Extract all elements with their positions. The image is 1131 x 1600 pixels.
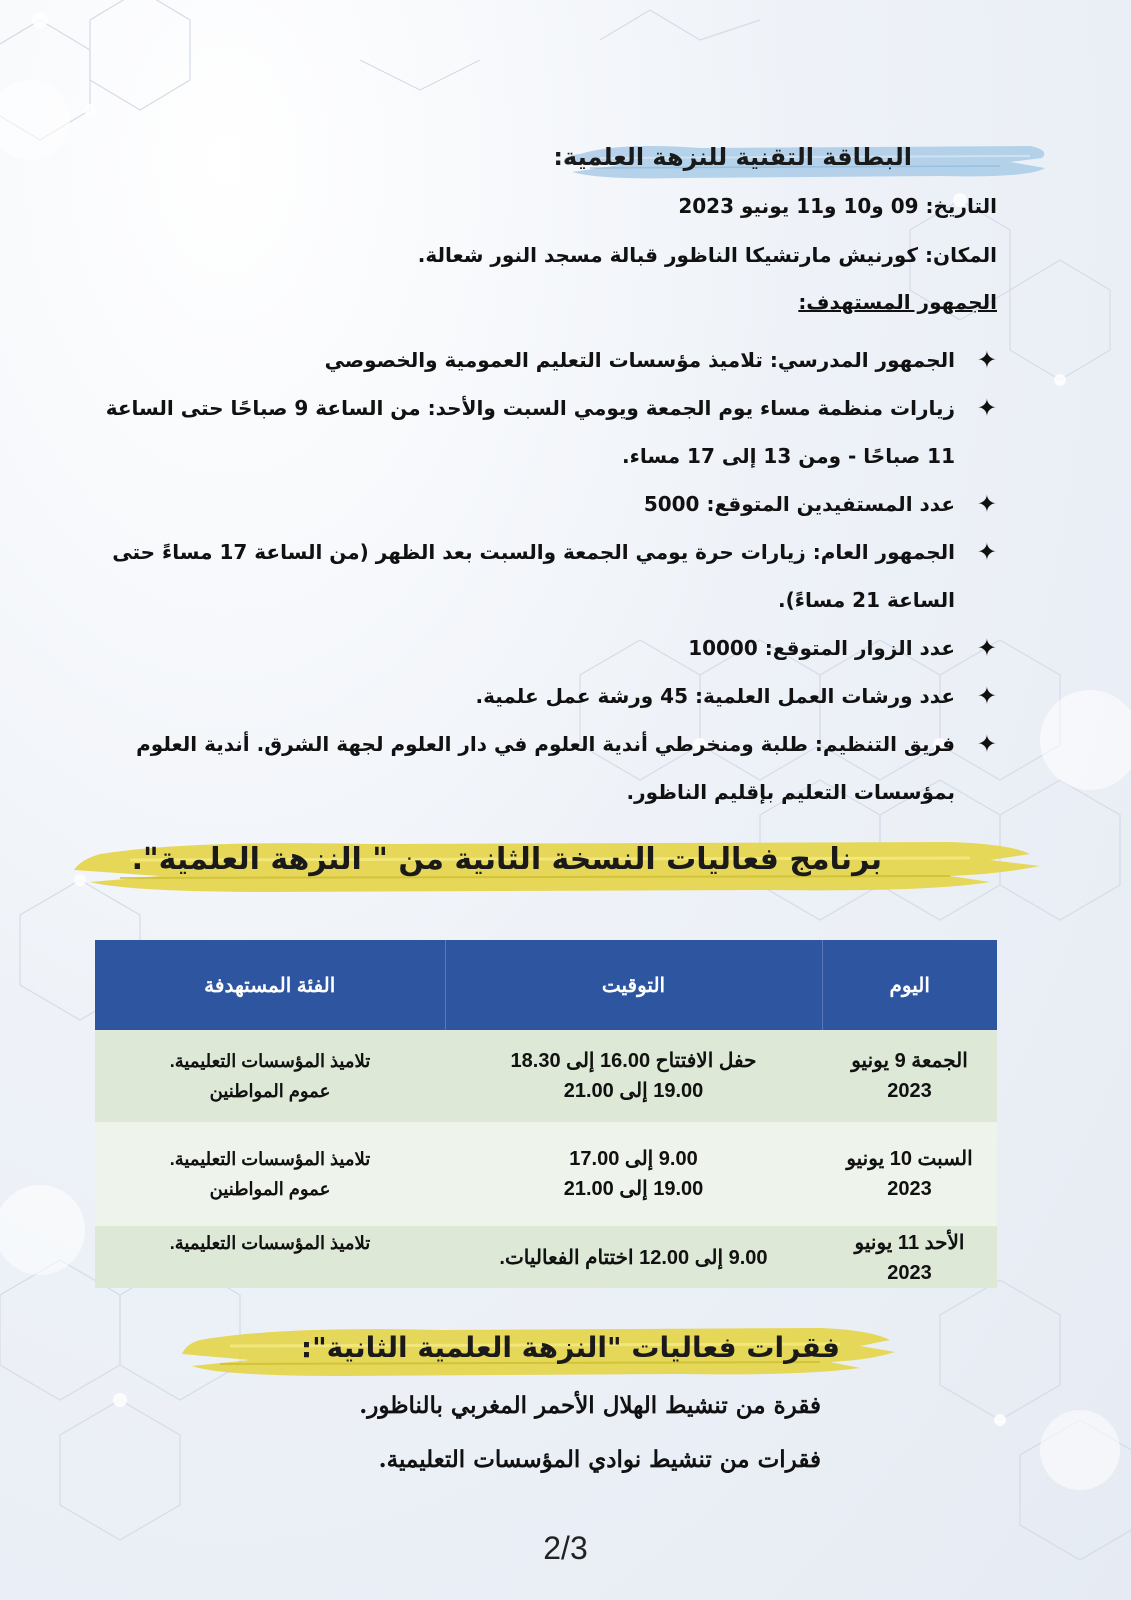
day-cell: الأحد 11 يونيو 2023 <box>822 1226 997 1288</box>
place-label: المكان: <box>925 243 997 267</box>
list-item: ✦ عدد المستفيدين المتوقع: 5000 <box>77 480 997 528</box>
four-point-star-icon: ✦ <box>976 682 997 710</box>
target-cell: تلاميذ المؤسسات التعليمية. عموم المواطنين <box>95 1030 445 1122</box>
audience-bullet-list <box>77 336 997 816</box>
date-value: 09 و10 و11 يونيو 2023 <box>678 194 919 218</box>
time-cell: حفل الافتتاح 16.00 إلى 18.30 19.00 إلى 21.00 <box>445 1030 822 1122</box>
table-row <box>95 1122 997 1226</box>
place-value: كورنيش مارتشيكا الناظور قبالة مسجد النور شعالة. <box>417 243 919 267</box>
four-point-star-icon: ✦ <box>976 538 997 566</box>
day-cell: الجمعة 9 يونيو 2023 <box>822 1030 997 1122</box>
header-day: اليوم <box>822 940 997 1030</box>
four-point-star-icon: ✦ <box>976 346 997 374</box>
table-header-row <box>95 940 997 1030</box>
four-point-star-icon: ✦ <box>976 394 997 422</box>
card-heading-highlight <box>553 132 1060 188</box>
program-heading-highlight <box>70 830 1050 900</box>
list-item: ✦ عدد الزوار المتوقع: 10000 <box>77 624 997 672</box>
list-item: ✦ فريق التنظيم: طلبة ومنخرطي أندية العلوم في دار العلوم لجهة الشرق. أندية العلوم بمؤسسات التعليم بإقليم الناظور. <box>77 720 997 816</box>
date-line <box>678 194 997 218</box>
table-row <box>95 1226 997 1288</box>
time-cell: 9.00 إلى 17.00 19.00 إلى 21.00 <box>445 1122 822 1226</box>
sections-heading-highlight <box>180 1318 900 1380</box>
audience-line <box>798 290 997 314</box>
card-heading: البطاقة التقنية للنزهة العلمية: <box>553 143 912 171</box>
program-schedule-table <box>95 940 997 1288</box>
target-cell: تلاميذ المؤسسات التعليمية. <box>95 1226 445 1288</box>
sections-heading: فقرات فعاليات "النزهة العلمية الثانية": <box>300 1331 840 1364</box>
list-item: ✦ عدد ورشات العمل العلمية: 45 ورشة عمل علمية. <box>77 672 997 720</box>
header-target: الفئة المستهدفة <box>95 940 445 1030</box>
section-item: فقرة من تنشيط الهلال الأحمر المغربي بالناظور. <box>359 1392 821 1419</box>
four-point-star-icon: ✦ <box>976 634 997 662</box>
target-cell: تلاميذ المؤسسات التعليمية. عموم المواطنين <box>95 1122 445 1226</box>
section-item: فقرات من تنشيط نوادي المؤسسات التعليمية. <box>378 1446 821 1473</box>
four-point-star-icon: ✦ <box>976 490 997 518</box>
place-line <box>418 243 997 267</box>
list-item: ✦ الجمهور المدرسي: تلاميذ مؤسسات التعليم العمومية والخصوصي <box>77 336 997 384</box>
list-item: ✦ الجمهور العام: زيارات حرة يومي الجمعة والسبت بعد الظهر (من الساعة 17 مساءً حتى الساعة 21 مساءً). <box>77 528 997 624</box>
header-time: التوقيت <box>445 940 822 1030</box>
four-point-star-icon: ✦ <box>976 730 997 758</box>
program-heading: برنامج فعاليات النسخة الثانية من " النزهة العلمية". <box>131 842 882 877</box>
time-cell: 9.00 إلى 12.00 اختتام الفعاليات. <box>445 1226 822 1288</box>
list-item: ✦ زيارات منظمة مساء يوم الجمعة ويومي السبت والأحد: من الساعة 9 صباحًا حتى الساعة 11 صباحًا - ومن 13 إلى 17 مساء. <box>77 384 997 480</box>
audience-label: الجمهور المستهدف: <box>798 290 997 314</box>
table-row <box>95 1030 997 1122</box>
page-number: 2/3 <box>543 1530 588 1566</box>
day-cell: السبت 10 يونيو 2023 <box>822 1122 997 1226</box>
date-label: التاريخ: <box>925 194 997 218</box>
